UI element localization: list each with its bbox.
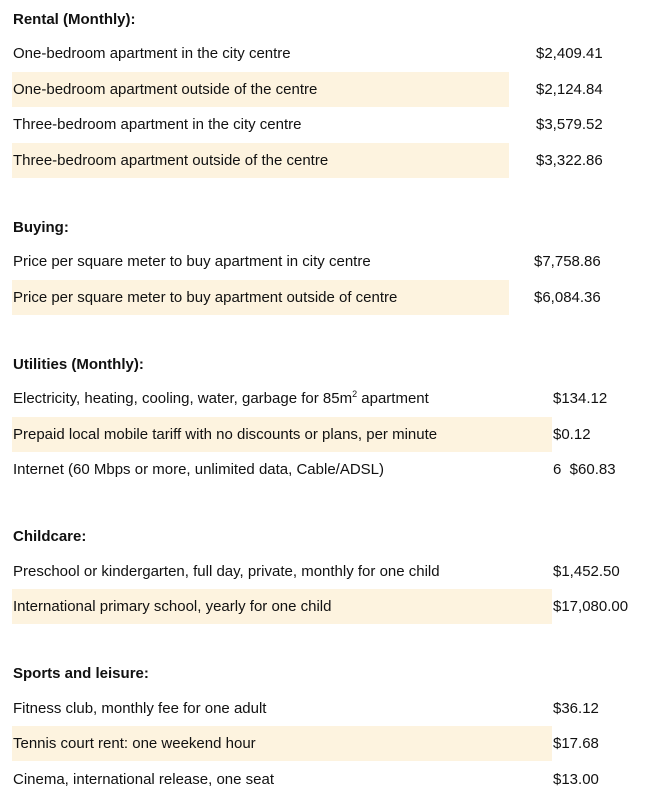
table-row: [0, 36, 645, 71]
row-value: $17.68: [553, 735, 599, 752]
row-label: Preschool or kindergarten, full day, private, monthly for one child: [13, 563, 440, 580]
row-value: $1,452.50: [553, 563, 620, 580]
row-label: Tennis court rent: one weekend hour: [13, 735, 256, 752]
section-title-rental: Rental (Monthly):: [13, 11, 136, 28]
row-value: $6,084.36: [534, 289, 601, 306]
superscript-2: 2: [352, 389, 358, 399]
row-label: One-bedroom apartment outside of the centre: [13, 81, 318, 98]
section-title-childcare: Childcare:: [13, 528, 87, 545]
table-row: [0, 107, 645, 142]
row-label: International primary school, yearly for one child: [13, 598, 332, 615]
table-row: [0, 691, 645, 726]
row-value: $3,322.86: [536, 152, 603, 169]
row-value: $2,409.41: [536, 45, 603, 62]
section-title-utilities: Utilities (Monthly):: [13, 356, 144, 373]
row-label: Internet (60 Mbps or more, unlimited data, Cable/ADSL): [13, 461, 385, 478]
row-label: Cinema, international release, one seat: [13, 771, 274, 788]
row-label: One-bedroom apartment in the city centre: [13, 45, 291, 62]
row-value: $3,579.52: [536, 116, 603, 133]
section-title-buying: Buying:: [13, 219, 69, 236]
table-row: [0, 762, 645, 797]
row-value: $36.12: [553, 700, 599, 717]
section-title-sports: Sports and leisure:: [13, 665, 149, 682]
table-row: [0, 554, 645, 589]
table-row: [0, 589, 645, 624]
row-value: $7,758.86: [534, 253, 601, 270]
row-value: $0.12: [553, 426, 591, 443]
table-row: [0, 726, 645, 761]
table-row: [0, 280, 645, 315]
row-label: Electricity, heating, cooling, water, garbage for $85m^2$ apartment: [13, 389, 429, 407]
row-label: Price per square meter to buy apartment in city centre: [13, 253, 371, 270]
row-label: Fitness club, monthly fee for one adult: [13, 700, 267, 717]
row-value: 6 $60.83: [553, 461, 616, 478]
table-row: [0, 452, 645, 487]
row-label: Three-bedroom apartment in the city centre: [13, 116, 302, 133]
row-value: $17,080.00: [553, 598, 629, 615]
row-label: Three-bedroom apartment outside of the centre: [13, 152, 329, 169]
table-row: [0, 72, 645, 107]
row-label: Prepaid local mobile tariff with no discounts or plans, per minute: [13, 426, 438, 443]
row-value: $13.00: [553, 771, 599, 788]
table-row: [0, 244, 645, 279]
row-value: $2,124.84: [536, 81, 603, 98]
table-row: [0, 417, 645, 452]
table-row: [0, 381, 645, 416]
row-value: $134.12: [553, 390, 608, 407]
table-row: [0, 143, 645, 178]
row-label: Price per square meter to buy apartment outside of centre: [13, 289, 398, 306]
